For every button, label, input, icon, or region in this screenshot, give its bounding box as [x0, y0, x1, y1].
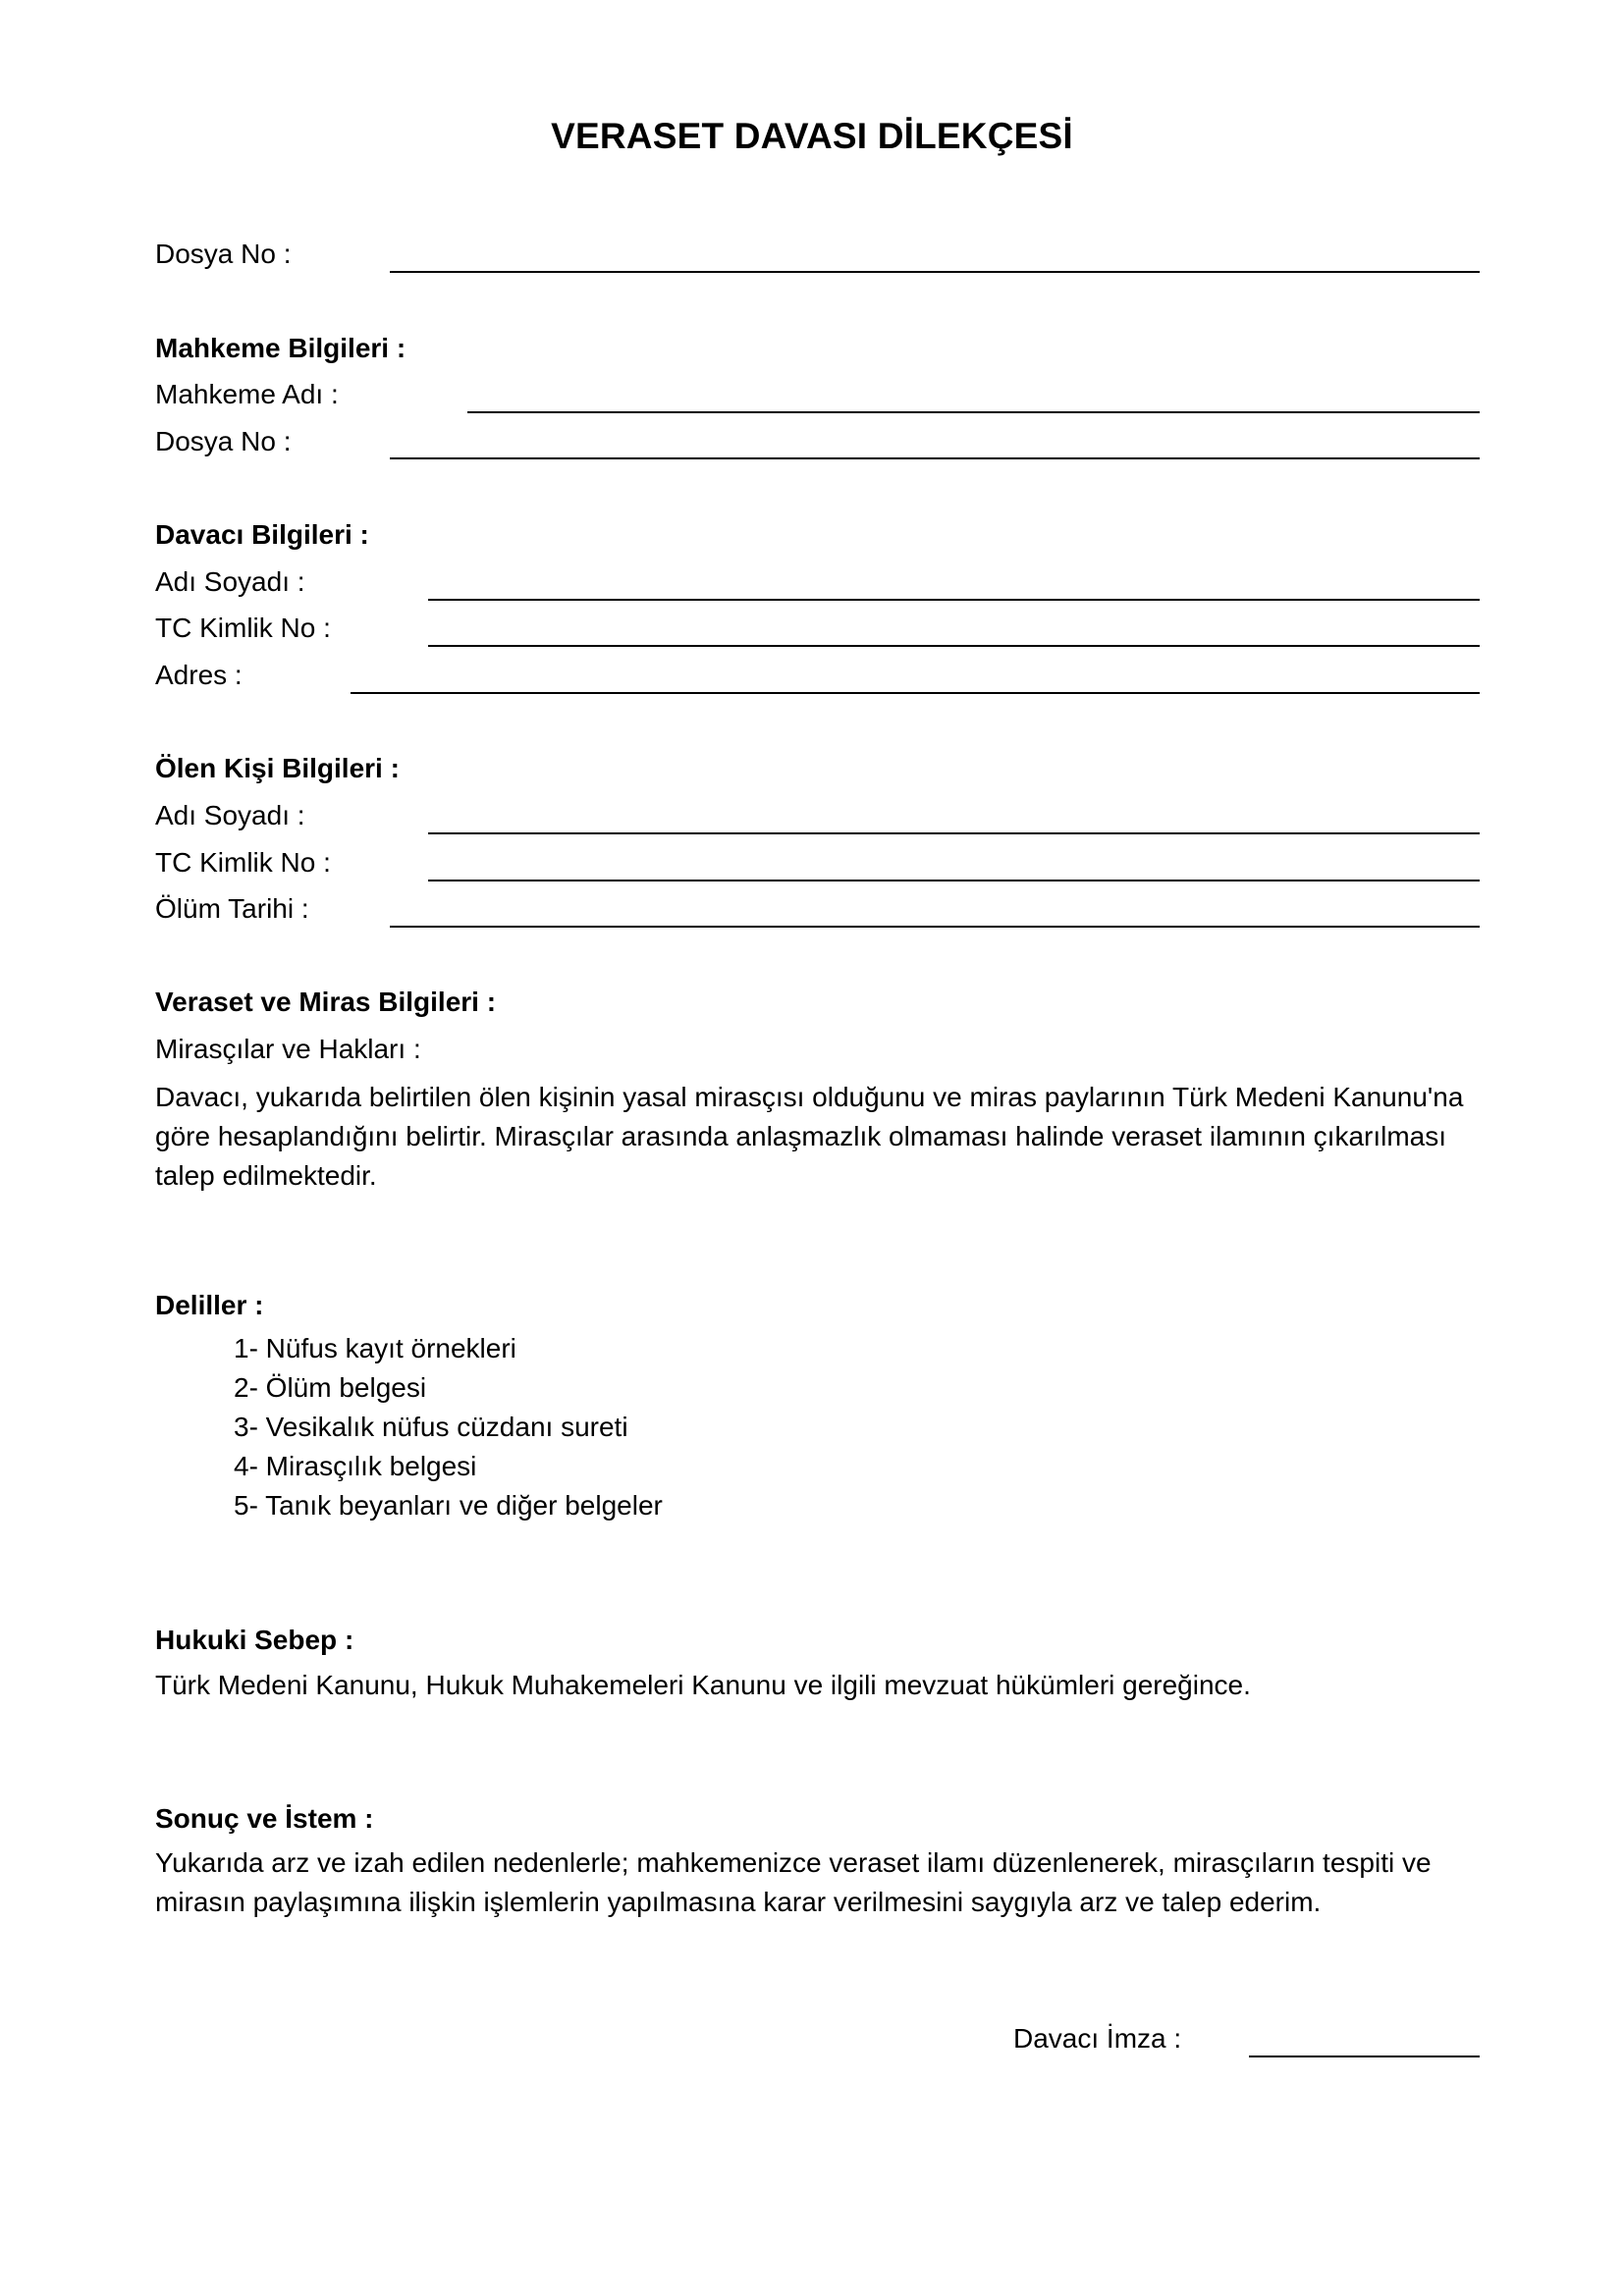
plaintiff-name-label: Adı Soyadı : — [155, 566, 305, 597]
heirs-rights-label: Mirasçılar ve Hakları : — [155, 1034, 421, 1064]
court-name-field-line[interactable] — [467, 411, 1480, 413]
plaintiff-address-field-line[interactable] — [351, 692, 1480, 694]
inheritance-paragraph: Davacı, yukarıda belirtilen ölen kişinin yasal mirasçısı olduğunu ve miras paylarının Türk Medeni Kanunu'na göre hesaplandığını belirtir. Mirasçılar arasında anlaşmazlık olmaması halinde veraset ilamının çıkarılması talep edilmektedir. — [155, 1082, 1464, 1191]
deceased-death-date-label: Ölüm Tarihi : — [155, 893, 309, 924]
conclusion-heading: Sonuç ve İstem : — [155, 1803, 374, 1834]
evidence-item: 2- Ölüm belgesi — [234, 1372, 427, 1403]
deceased-name-label: Adı Soyadı : — [155, 800, 305, 830]
deceased-tc-field-line[interactable] — [428, 880, 1480, 881]
deceased-name-field-line[interactable] — [428, 832, 1480, 834]
court-name-label: Mahkeme Adı : — [155, 379, 339, 409]
file-no-field-line[interactable] — [390, 271, 1480, 273]
document-title: VERASET DAVASI DİLEKÇESİ — [551, 116, 1073, 156]
plaintiff-address-label: Adres : — [155, 660, 243, 690]
court-info-heading: Mahkeme Bilgileri : — [155, 333, 406, 363]
evidence-heading: Deliller : — [155, 1290, 264, 1320]
evidence-list — [234, 1329, 663, 1525]
plaintiff-name-field-line[interactable] — [428, 599, 1480, 601]
inheritance-info-heading: Veraset ve Miras Bilgileri : — [155, 987, 497, 1017]
plaintiff-info-heading: Davacı Bilgileri : — [155, 519, 369, 550]
court-file-no-field-line[interactable] — [390, 457, 1480, 459]
conclusion-text: Yukarıda arz ve izah edilen nedenlerle; mahkemenizce veraset ilamı düzenlenerek, mirasçıların tespiti ve mirasın paylaşımına ilişkin işlemlerin yapılmasına karar verilmesini saygıyla arz ve talep ederim. — [155, 1847, 1432, 1917]
deceased-tc-label: TC Kimlik No : — [155, 847, 331, 878]
deceased-death-date-field-line[interactable] — [390, 926, 1480, 928]
court-file-no-label: Dosya No : — [155, 426, 292, 456]
legal-basis-heading: Hukuki Sebep : — [155, 1625, 354, 1655]
evidence-item: 4- Mirasçılık belgesi — [234, 1451, 477, 1481]
deceased-info-heading: Ölen Kişi Bilgileri : — [155, 753, 400, 783]
legal-basis-text: Türk Medeni Kanunu, Hukuk Muhakemeleri Kanunu ve ilgili mevzuat hükümleri gereğince. — [155, 1670, 1251, 1700]
evidence-item: 1- Nüfus kayıt örnekleri — [234, 1333, 516, 1363]
signature-label: Davacı İmza : — [1013, 2023, 1182, 2054]
evidence-item: 5- Tanık beyanları ve diğer belgeler — [234, 1490, 663, 1521]
plaintiff-tc-label: TC Kimlik No : — [155, 613, 331, 643]
plaintiff-tc-field-line[interactable] — [428, 645, 1480, 647]
evidence-item: 3- Vesikalık nüfus cüzdanı sureti — [234, 1412, 628, 1442]
signature-field-line[interactable] — [1249, 2056, 1480, 2057]
file-no-label: Dosya No : — [155, 239, 292, 269]
